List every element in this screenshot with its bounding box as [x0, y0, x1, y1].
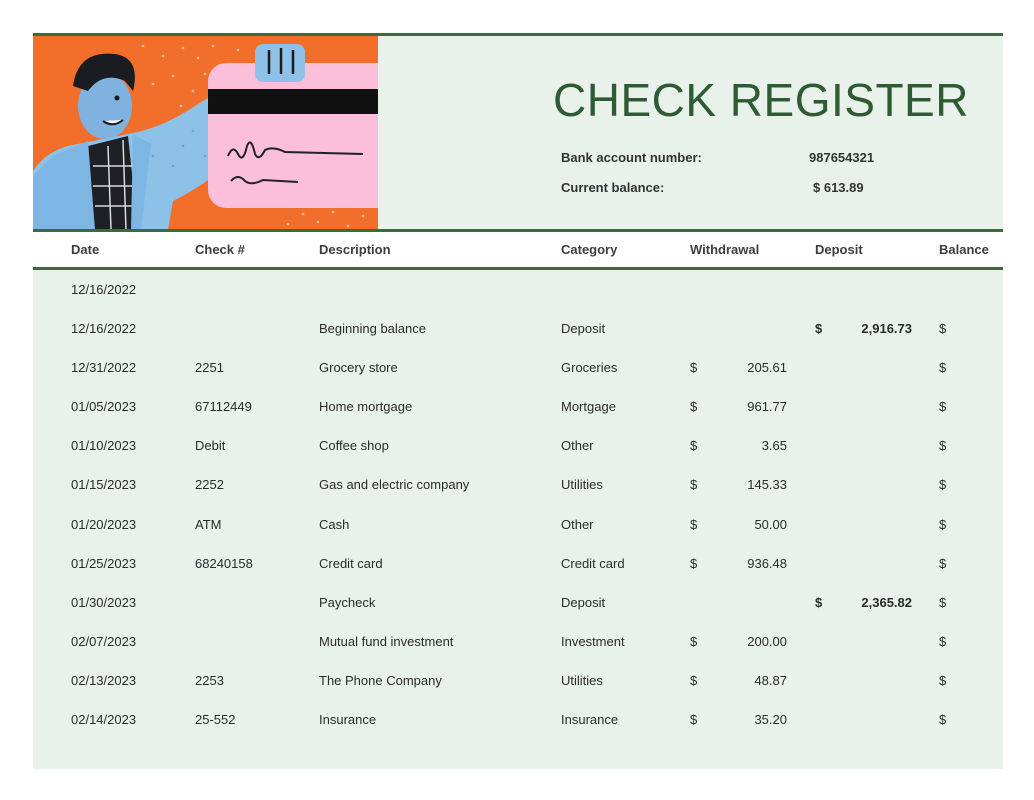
cell-date: 01/20/2023 [71, 516, 137, 532]
table-row [33, 270, 1003, 309]
cell-description: Cash [319, 516, 350, 532]
header-illustration [33, 36, 378, 230]
cell-deposit-amount: 2,916.73 [861, 321, 912, 337]
cell-category: Deposit [561, 594, 606, 610]
cell-deposit-currency: $ [815, 594, 823, 610]
cell-date: 12/16/2022 [71, 321, 137, 337]
cell-date: 12/31/2022 [71, 360, 137, 376]
cell-description: Mutual fund investment [319, 633, 454, 649]
column-header-withdrawal: Withdrawal [690, 242, 760, 257]
cell-withdrawal-currency: $ [690, 712, 698, 728]
column-header-description: Description [319, 242, 391, 257]
cell-balance-currency: $ [939, 321, 947, 337]
transaction-table-body [33, 270, 1003, 739]
cell-balance-currency: $ [939, 712, 947, 728]
cell-description: Paycheck [319, 594, 376, 610]
cell-withdrawal-amount: 961.77 [747, 399, 787, 415]
cell-withdrawal-amount: 200.00 [747, 633, 787, 649]
cell-date: 02/07/2023 [71, 633, 137, 649]
cell-date: 01/05/2023 [71, 399, 137, 415]
cell-withdrawal-currency: $ [690, 360, 698, 376]
cell-check-number: ATM [195, 516, 222, 532]
table-row [33, 465, 1003, 504]
cell-balance-currency: $ [939, 438, 947, 454]
account-number-value: 987654321 [809, 150, 875, 165]
cell-category: Credit card [561, 555, 625, 571]
table-row [33, 583, 1003, 622]
cell-withdrawal-currency: $ [690, 672, 698, 688]
cell-deposit-currency: $ [815, 321, 823, 337]
column-header-date: Date [71, 242, 100, 257]
table-row [33, 505, 1003, 544]
cell-category: Groceries [561, 360, 618, 376]
current-balance-value: $ 613.89 [813, 180, 864, 195]
cell-description: Home mortgage [319, 399, 413, 415]
cell-withdrawal-currency: $ [690, 633, 698, 649]
column-header-check: Check # [195, 242, 245, 257]
cell-withdrawal-currency: $ [690, 399, 698, 415]
cell-category: Deposit [561, 321, 606, 337]
cell-date: 01/25/2023 [71, 555, 137, 571]
cell-balance-currency: $ [939, 633, 947, 649]
cell-withdrawal-amount: 50.00 [754, 516, 787, 532]
cell-balance-currency: $ [939, 672, 947, 688]
cell-check-number: 2252 [195, 477, 224, 493]
cell-date: 12/16/2022 [71, 282, 137, 297]
cell-description: Gas and electric company [319, 477, 470, 493]
table-row [33, 661, 1003, 700]
account-number-label: Bank account number: [561, 150, 702, 165]
cell-category: Other [561, 516, 594, 532]
cell-balance-currency: $ [939, 399, 947, 415]
cell-category: Utilities [561, 672, 603, 688]
cell-date: 02/14/2023 [71, 712, 137, 728]
table-header [33, 232, 1003, 267]
table-row [33, 348, 1003, 387]
cell-withdrawal-amount: 48.87 [754, 672, 787, 688]
cell-description: Credit card [319, 555, 383, 571]
cell-description: Beginning balance [319, 321, 426, 337]
person-holding-card-illustration [33, 36, 378, 230]
cell-category: Investment [561, 633, 625, 649]
cell-check-number: 68240158 [195, 555, 253, 571]
cell-withdrawal-amount: 145.33 [747, 477, 787, 493]
cell-balance-currency: $ [939, 516, 947, 532]
cell-description: Grocery store [319, 360, 398, 376]
cell-date: 01/30/2023 [71, 594, 137, 610]
cell-balance-currency: $ [939, 594, 947, 610]
cell-description: Insurance [319, 712, 377, 728]
current-balance-label: Current balance: [561, 180, 665, 195]
table-row [33, 700, 1003, 739]
cell-withdrawal-amount: 35.20 [754, 712, 787, 728]
cell-balance-currency: $ [939, 360, 947, 376]
cell-deposit-amount: 2,365.82 [861, 594, 912, 610]
page-title: CHECK REGISTER [553, 74, 969, 126]
cell-description: The Phone Company [319, 672, 442, 688]
cell-withdrawal-amount: 936.48 [747, 555, 787, 571]
table-row [33, 426, 1003, 465]
cell-description: Coffee shop [319, 438, 389, 454]
cell-withdrawal-currency: $ [690, 477, 698, 493]
table-row [33, 309, 1003, 348]
cell-check-number: 67112449 [195, 399, 252, 415]
cell-balance-currency: $ [939, 555, 947, 571]
cell-withdrawal-currency: $ [690, 555, 698, 571]
cell-category: Other [561, 438, 594, 454]
cell-date: 01/15/2023 [71, 477, 137, 493]
cell-withdrawal-amount: 205.61 [747, 360, 787, 376]
cell-withdrawal-currency: $ [690, 516, 698, 532]
column-header-deposit: Deposit [815, 242, 863, 257]
cell-check-number: 2253 [195, 672, 224, 688]
check-register-sheet [33, 33, 1003, 769]
cell-withdrawal-currency: $ [690, 438, 698, 454]
cell-balance-currency: $ [939, 477, 947, 493]
table-row [33, 622, 1003, 661]
cell-date: 02/13/2023 [71, 672, 137, 688]
cell-category: Mortgage [561, 399, 616, 415]
column-header-balance: Balance [939, 242, 989, 257]
table-row [33, 544, 1003, 583]
table-row [33, 387, 1003, 426]
column-header-category: Category [561, 242, 618, 257]
cell-withdrawal-amount: 3.65 [761, 438, 787, 454]
cell-category: Insurance [561, 712, 619, 728]
cell-check-number: 25-552 [195, 712, 236, 728]
cell-check-number: Debit [195, 438, 226, 454]
cell-category: Utilities [561, 477, 603, 493]
cell-date: 01/10/2023 [71, 438, 137, 454]
cell-check-number: 2251 [195, 360, 224, 376]
